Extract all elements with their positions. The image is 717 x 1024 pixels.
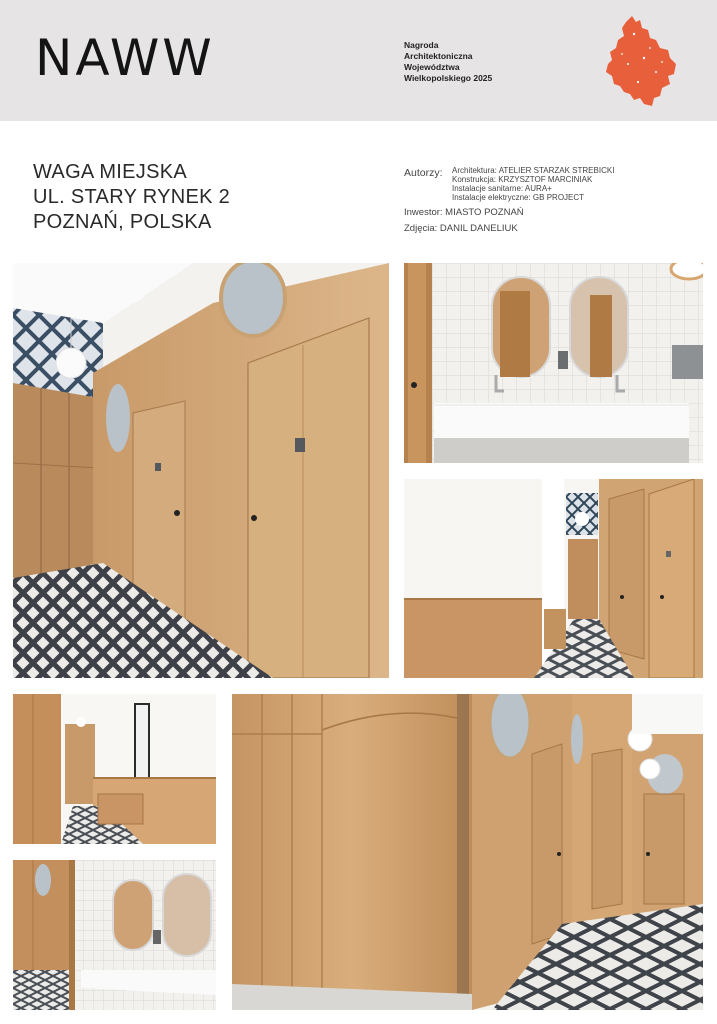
award-line: Województwa: [404, 62, 460, 72]
project-street: UL. STARY RYNEK 2: [33, 186, 231, 208]
project-title: [33, 160, 230, 235]
credit-sanitary: Instalacje sanitarne: AURA+: [452, 184, 552, 193]
project-name: WAGA MIEJSKA: [33, 161, 188, 183]
award-line: Architektoniczna: [404, 51, 473, 61]
award-name: [404, 40, 492, 84]
photo-long-corridor: [404, 479, 703, 678]
photo-washbasin-side: [13, 860, 216, 1010]
credit-architecture: Architektura: ATELIER STARZAK STREBICKI: [452, 166, 615, 175]
photo-curved-wall-doors: [232, 694, 703, 1010]
header-band: [0, 0, 717, 121]
credit-construction: Konstrukcja: KRZYSZTOF MARCINIAK: [452, 175, 593, 184]
project-city: POZNAŃ, POLSKA: [33, 211, 212, 233]
naww-logo: NAWW: [35, 29, 215, 87]
photo-corridor-window: [13, 694, 216, 844]
award-line: Wielkopolskiego 2025: [404, 73, 493, 83]
award-line: Nagroda: [404, 40, 439, 50]
credit-investor: Inwestor: MIASTO POZNAŃ: [404, 207, 524, 218]
wielkopolska-region-map-icon: [604, 14, 678, 110]
authors-label: Autorzy:: [404, 167, 443, 179]
photo-washbasin-mirrors: [404, 263, 703, 463]
credit-electrical: Instalacje elektryczne: GB PROJECT: [452, 193, 585, 202]
photo-corridor-doors: [13, 263, 389, 678]
credit-photos: Zdjęcia: DANIL DANELIUK: [404, 223, 518, 234]
